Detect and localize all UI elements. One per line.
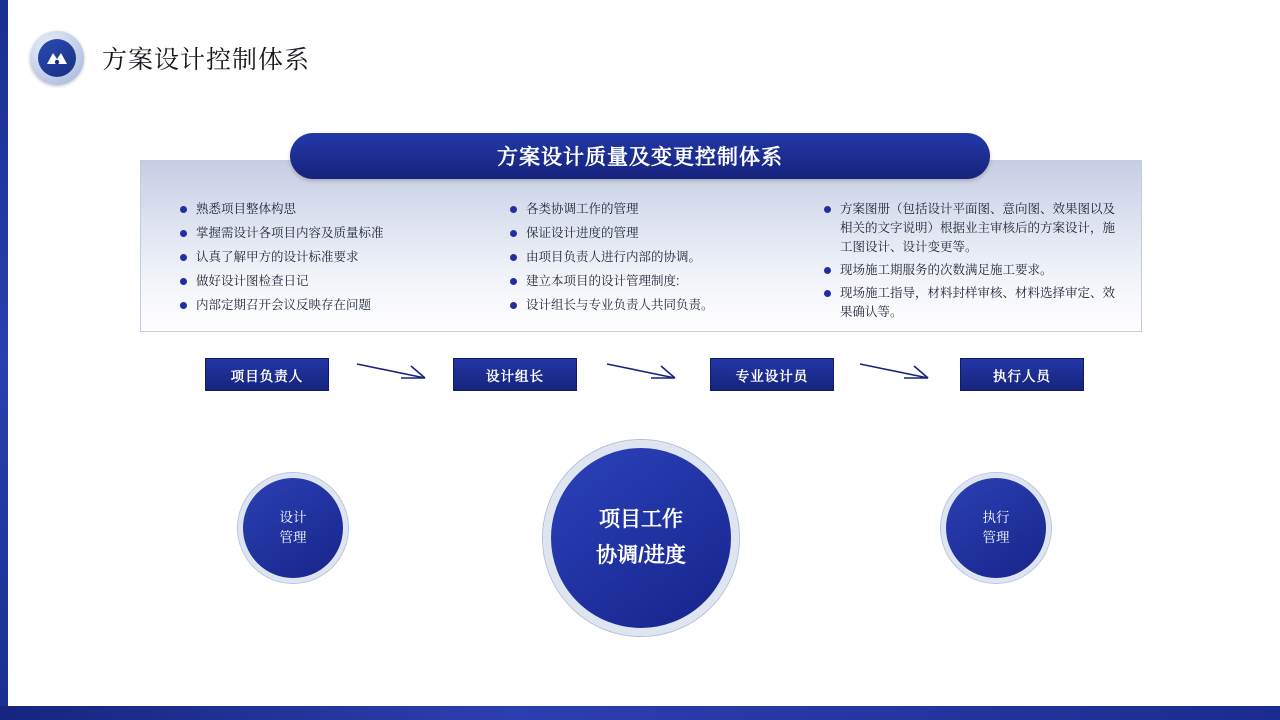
circle-label-line2: 管理	[279, 530, 307, 545]
role-badge-executor[interactable]: 执行人员	[960, 358, 1084, 391]
circle-label-line1: 执行	[982, 510, 1010, 525]
role-badge-design-leader[interactable]: 设计组长	[453, 358, 577, 391]
list-item: 认真了解甲方的设计标准要求	[180, 248, 456, 267]
list-item: 内部定期召开会议反映存在问题	[180, 296, 456, 315]
list-item: 做好设计图检查日记	[180, 272, 456, 291]
bullet-column-1	[140, 200, 470, 330]
page-title: 方案设计控制体系	[102, 46, 311, 74]
role-flow	[140, 358, 1140, 392]
arrow-right-icon	[605, 360, 689, 386]
circle-label-line1: 项目工作	[599, 508, 683, 531]
list-item: 保证设计进度的管理	[510, 224, 776, 243]
circle-execution-management[interactable]	[941, 473, 1051, 583]
arrow-right-icon	[858, 360, 942, 386]
circle-label-line2: 管理	[982, 530, 1010, 545]
circle-project-coordination[interactable]	[543, 440, 739, 636]
list-item: 熟悉项目整体构思	[180, 200, 456, 219]
circle-label-line2: 协调/进度	[596, 544, 686, 567]
list-item: 建立本项目的设计管理制度:	[510, 272, 776, 291]
list-item: 方案图册（包括设计平面图、意向图、效果图以及相关的文字说明）根据业主审核后的方案设计，施工图设计、设计变更等。	[824, 200, 1126, 257]
role-badge-project-lead[interactable]: 项目负责人	[205, 358, 329, 391]
mountain-logo-icon	[38, 39, 76, 77]
arrow-right-icon	[355, 360, 439, 386]
list-item: 由项目负责人进行内部的协调。	[510, 248, 776, 267]
logo	[30, 31, 84, 85]
bullet-columns	[140, 200, 1140, 330]
list-item: 设计组长与专业负责人共同负责。	[510, 296, 776, 315]
circle-label-line1: 设计	[279, 510, 307, 525]
list-item: 掌握需设计各项目内容及质量标准	[180, 224, 456, 243]
list-item: 现场施工指导，材料封样审核、材料选择审定、效果确认等。	[824, 284, 1126, 322]
page-header	[30, 30, 310, 86]
role-badge-specialist-designer[interactable]: 专业设计员	[710, 358, 834, 391]
circle-design-management[interactable]	[238, 473, 348, 583]
circle-diagram	[0, 440, 1280, 640]
list-item: 各类协调工作的管理	[510, 200, 776, 219]
list-item: 现场施工期服务的次数满足施工要求。	[824, 261, 1126, 280]
bullet-column-3	[790, 200, 1140, 330]
panel-title: 方案设计质量及变更控制体系	[290, 133, 990, 179]
bullet-column-2	[470, 200, 790, 330]
bottom-accent-bar	[0, 706, 1280, 720]
